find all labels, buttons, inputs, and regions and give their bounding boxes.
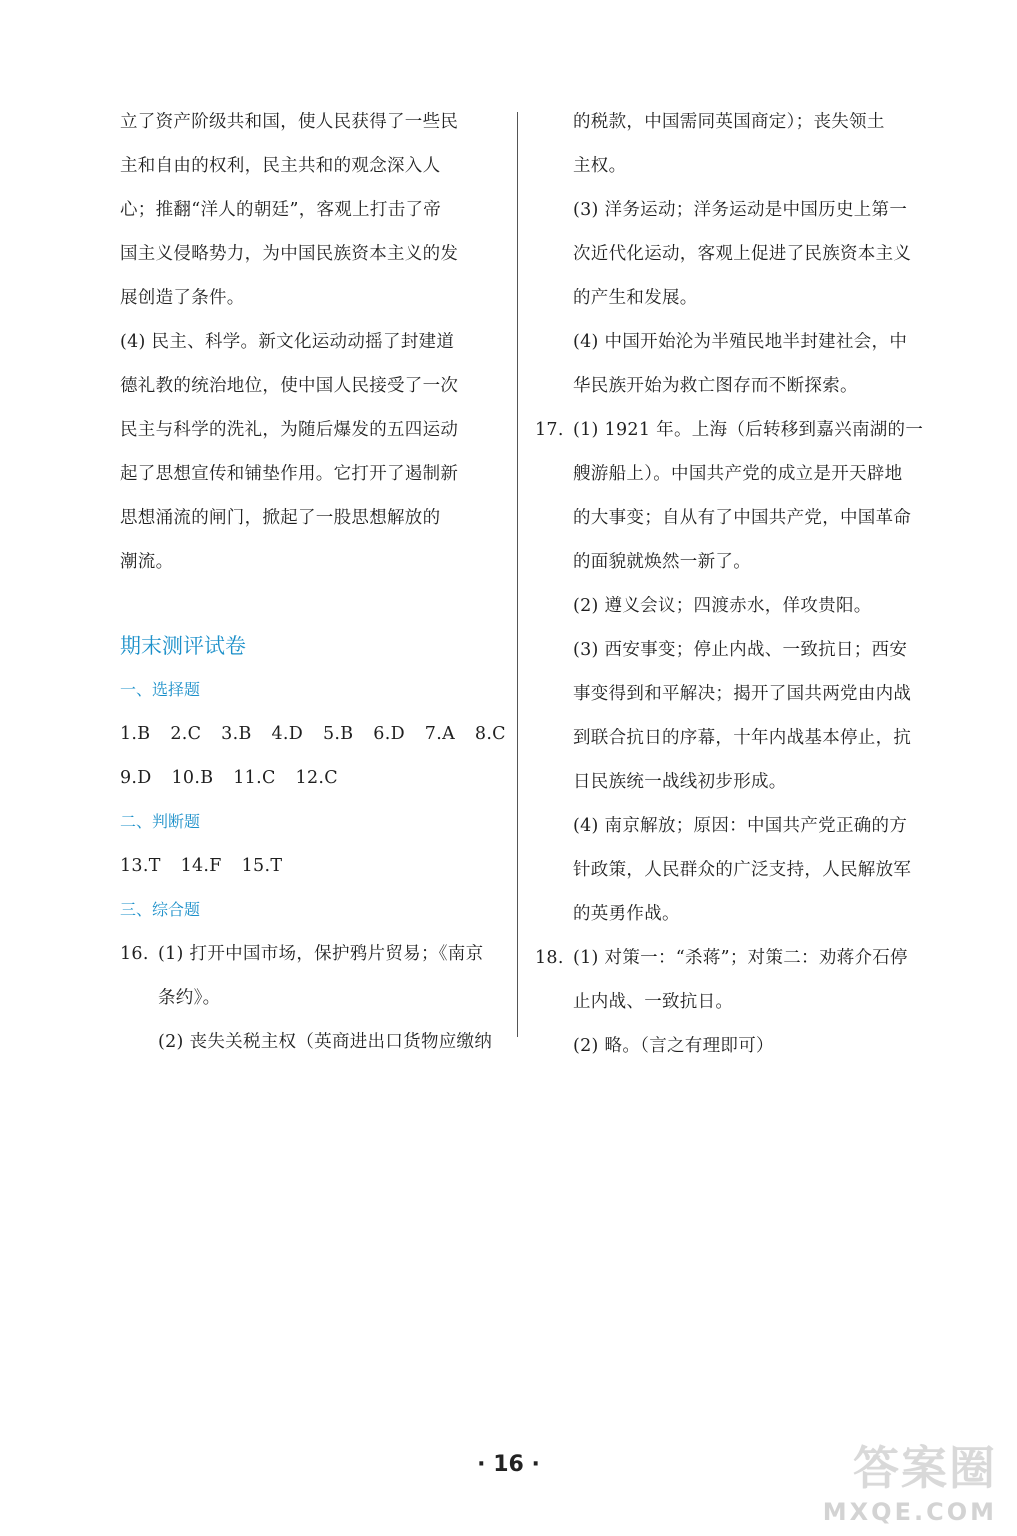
question-16 xyxy=(120,932,500,1064)
text-line: 的大事变；自从有了中国共产党，中国革命 xyxy=(573,508,912,528)
text-line: 的产生和发展。 xyxy=(573,288,698,308)
text-line: 的英勇作战。 xyxy=(573,904,680,924)
text-line: (2) 丧失关税主权（英商进出口货物应缴纳 xyxy=(158,1032,493,1052)
text-line: (4) 南京解放；原因：中国共产党正确的方 xyxy=(573,816,908,836)
text-line: 条约》。 xyxy=(158,988,221,1008)
watermark-logo: 答案圈 xyxy=(853,1441,997,1495)
choice-answers-row: 1.B 2.C 3.B 4.D 5.B 6.D 7.A 8.C xyxy=(120,724,506,744)
choice-answers-row: 9.D 10.B 11.C 12.C xyxy=(120,768,338,788)
text-line: 起了思想宣传和铺垫作用。它打开了遏制新 xyxy=(120,464,459,484)
section-title: 期末测评试卷 xyxy=(120,634,246,658)
choice-heading: 一、选择题 xyxy=(120,680,201,699)
text-line: 思想涌流的闸门，掀起了一股思想解放的 xyxy=(120,508,441,528)
text-line: 16. (1) 打开中国市场，保护鸦片贸易；《南京 xyxy=(158,932,500,976)
text-line: 事变得到和平解决；揭开了国共两党由内战 xyxy=(573,684,912,704)
text-line: 到联合抗日的序幕，十年内战基本停止，抗 xyxy=(573,728,912,748)
watermark-url: MXQE.COM xyxy=(822,1498,997,1526)
text-line: 针政策，人民群众的广泛支持，人民解放军 xyxy=(573,860,912,880)
question-16-continued xyxy=(535,100,915,408)
text-line: 展创造了条件。 xyxy=(120,288,245,308)
text-line: (3) 西安事变；停止内战、一致抗日；西安 xyxy=(573,640,908,660)
text-line: 主和自由的权利，民主共和的观念深入人 xyxy=(120,156,441,176)
judge-answers: 13.T 14.F 15.T xyxy=(120,856,283,876)
text-line: 立了资产阶级共和国，使人民获得了一些民 xyxy=(120,112,459,132)
text-line: (4) 中国开始沦为半殖民地半封建社会，中 xyxy=(573,332,908,352)
text-line: 主权。 xyxy=(573,156,627,176)
text-line: 的税款，中国需同英国商定）；丧失领土 xyxy=(573,112,885,132)
judge-heading: 二、判断题 xyxy=(120,812,201,831)
text-line: 止内战、一致抗日。 xyxy=(573,992,734,1012)
text-line: (3) 洋务运动；洋务运动是中国历史上第一 xyxy=(573,200,908,220)
text-line: 艘游船上）。中国共产党的成立是开天辟地 xyxy=(573,464,903,484)
watermark xyxy=(823,1432,997,1526)
text-line: 国主义侵略势力，为中国民族资本主义的发 xyxy=(120,244,459,264)
question-number: 17. xyxy=(535,420,564,440)
text-line: 日民族统一战线初步形成。 xyxy=(573,772,787,792)
text-line: (4) 民主、科学。新文化运动动摇了封建道 xyxy=(120,332,455,352)
text-line: (2) 遵义会议；四渡赤水，佯攻贵阳。 xyxy=(573,596,872,616)
right-column xyxy=(535,100,924,1068)
page-number: · 16 · xyxy=(477,1452,540,1477)
text-line: 18. (1) 对策一：“杀蒋”；对策二：劝蒋介石停 xyxy=(573,936,915,980)
text-line: 的面貌就焕然一新了。 xyxy=(573,552,751,572)
comprehensive-heading: 三、综合题 xyxy=(120,900,201,919)
column-divider xyxy=(517,112,518,1037)
text-line: 心；推翻“洋人的朝廷”，客观上打击了帝 xyxy=(120,200,442,220)
text-line: 民主与科学的洗礼，为随后爆发的五四运动 xyxy=(120,420,459,440)
text-line: (2) 略。（言之有理即可） xyxy=(573,1036,774,1056)
text-line: 潮流。 xyxy=(120,552,174,572)
question-number: 18. xyxy=(535,948,564,968)
text-line: 华民族开始为救亡图存而不断探索。 xyxy=(573,376,858,396)
question-17 xyxy=(535,408,924,936)
text-line: 17. (1) 1921 年。上海（后转移到嘉兴南湖的一 xyxy=(573,408,915,452)
question-18 xyxy=(535,936,915,1068)
left-column xyxy=(120,100,506,1064)
text-line: 德礼教的统治地位，使中国人民接受了一次 xyxy=(120,376,459,396)
text-line: 次近代化运动，客观上促进了民族资本主义 xyxy=(573,244,912,264)
question-number: 16. xyxy=(120,944,149,964)
